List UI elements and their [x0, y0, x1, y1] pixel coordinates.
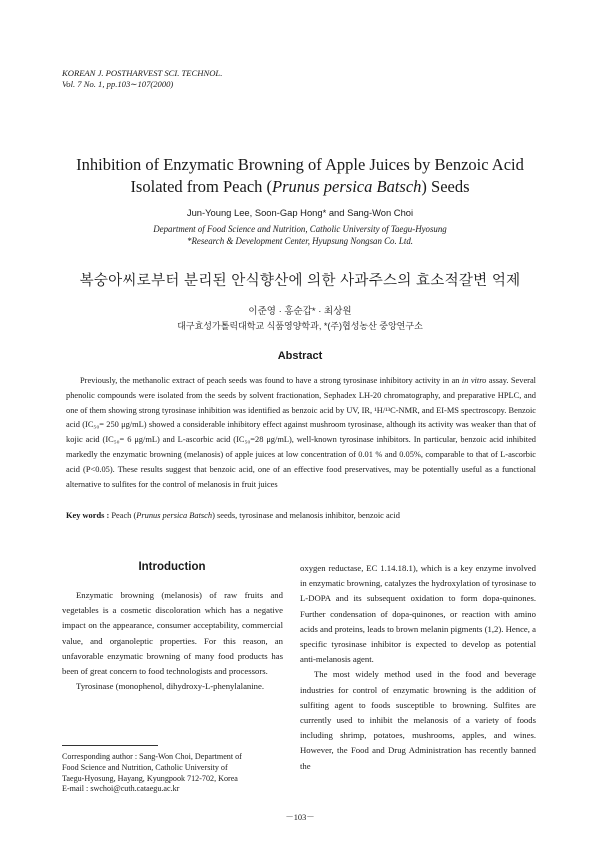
journal-volume: Vol. 7 No. 1, pp.103∼107(2000) [62, 79, 174, 89]
footnote-line: Corresponding author : Sang-Won Choi, Department of [62, 752, 242, 761]
abstract-heading: Abstract [277, 350, 323, 362]
journal-header [62, 68, 222, 90]
abstract-part: Previously, the methanolic extract of peach seeds was found to have a strong tyrosinase inhibitory activity in an [80, 376, 462, 385]
left-column [62, 588, 283, 694]
paper-title [40, 154, 560, 198]
title-line-2 [40, 176, 560, 198]
introduction-heading: Introduction [138, 561, 206, 573]
affiliation-1: Department of Food Science and Nutrition, Catholic University of Taegu-Hyosung [153, 224, 447, 234]
abstract-part: assay. Several phenolic compounds were isolated from the seeds by solvent fractionation, Sephadex LH-20 chromatography, and preparative HPLC, and one of them showing strong tyrosinase inhibition was identified as benzoic acid by UV, IR, ¹H/¹³C-NMR, and EI-MS spectroscopy. Benzoic acid (IC₅₀= 250 μg/mL) showed a considerable inhibitory effect against mushroom tyrosinase, although its activity was weaker than that of kojic acid (IC₅₀= 6 μg/mL) and L-ascorbic acid (IC₅₀=28 μg/mL), well-known tyrosinase inhibitors. In particular, benzoic acid inhibited markedly the enzymatic browning (melanosis) of apple juices at low concentration of 0.01 % and 0.05%, comparable to that of L-ascorbic acid (P<0.05). These results suggest that benzoic acid, one of an effective food preservatives, may be potentially useful as a functional alternative to sulfites for the control of melanosis in fruit juices [66, 376, 537, 489]
intro-paragraph-1: Enzymatic browning (melanosis) of raw fruits and vegetables is a cosmetic discoloration which has a negative impact on the appearance, consumer acceptability, commercial value, and organoleptic properties. For this reason, an unfavorable enzymatic browning of many food products has been of great concern to food technologists and processors. [62, 590, 283, 677]
right-column [300, 561, 536, 774]
keywords-species: Prunus persica Batsch [136, 511, 213, 520]
author-list: Jun-Young Lee, Soon-Gap Hong* and Sang-Won Choi [186, 207, 414, 218]
footnote-line: Food Science and Nutrition, Catholic University of [62, 762, 228, 772]
keywords-text: Peach ( [111, 511, 137, 520]
korean-title: 복숭아씨로부터 분리된 안식향산에 의한 사과주스의 효소적갈변 억제 [79, 273, 521, 289]
footnote-line: Taegu-Hyosung, Hayang, Kyungpook 712-702, Korea [62, 773, 238, 783]
footnote-email: E-mail : swchoi@cuth.cataegu.ac.kr [62, 784, 180, 794]
title-text: ) Seeds [421, 177, 470, 196]
journal-name: KOREAN J. POSTHARVEST SCI. TECHNOL. [62, 68, 223, 78]
title-text: Isolated from Peach ( [130, 177, 273, 196]
intro-paragraph-2: Tyrosinase (monophenol, dihydroxy-L-phenylalanine. [76, 681, 265, 692]
abstract-text [66, 374, 536, 492]
corresponding-author-footnote [62, 752, 286, 795]
affiliations [40, 224, 560, 247]
affiliation-2: *Research & Development Center, Hyupsung Nongsan Co. Ltd. [187, 235, 413, 246]
page-number: －103－ [285, 813, 315, 822]
korean-affiliation: 대구효성가톨릭대학교 식품영양학과, *(주)협성농산 중앙연구소 [177, 321, 423, 331]
abstract-italic: in vitro [461, 376, 487, 385]
keywords [66, 511, 546, 520]
title-line-1: Inhibition of Enzymatic Browning of Apple Juices by Benzoic Acid [76, 155, 524, 174]
footnote-divider [62, 745, 158, 746]
species-name: Prunus persica Batsch [272, 177, 422, 196]
intro-paragraph-3: oxygen reductase, EC 1.14.18.1), which is a key enzyme involved in enzymatic browning, catalyzes the hydroxylation of tyrosinase to L-DOPA and its subsequent oxidation to form dopa-quinones. Further condensation of dopa-quinones, or reaction with amino acids and proteins, leads to brown melanin pigments (1,2). Hence, a specific tyrosinase inhibitor is expected to develop as potential anti-melanosis agent. [300, 563, 536, 665]
korean-authors: 이준영 · 홍순갑* · 최상원 [248, 306, 352, 317]
keywords-text: ) seeds, tyrosinase and melanosis inhibitor, benzoic acid [212, 511, 400, 520]
keywords-label: Key words : [66, 511, 112, 520]
intro-paragraph-4: The most widely method used in the food and beverage industries for control of enzymatic browning is the addition of sulfiting agent to foods susceptible to browning. Sulfites are currently used to inhibit the melanosis of a variety of foods including shrimp, potatoes, mushrooms, apples, and wines. However, the Food and Drug Administration has recently banned the [300, 669, 536, 771]
